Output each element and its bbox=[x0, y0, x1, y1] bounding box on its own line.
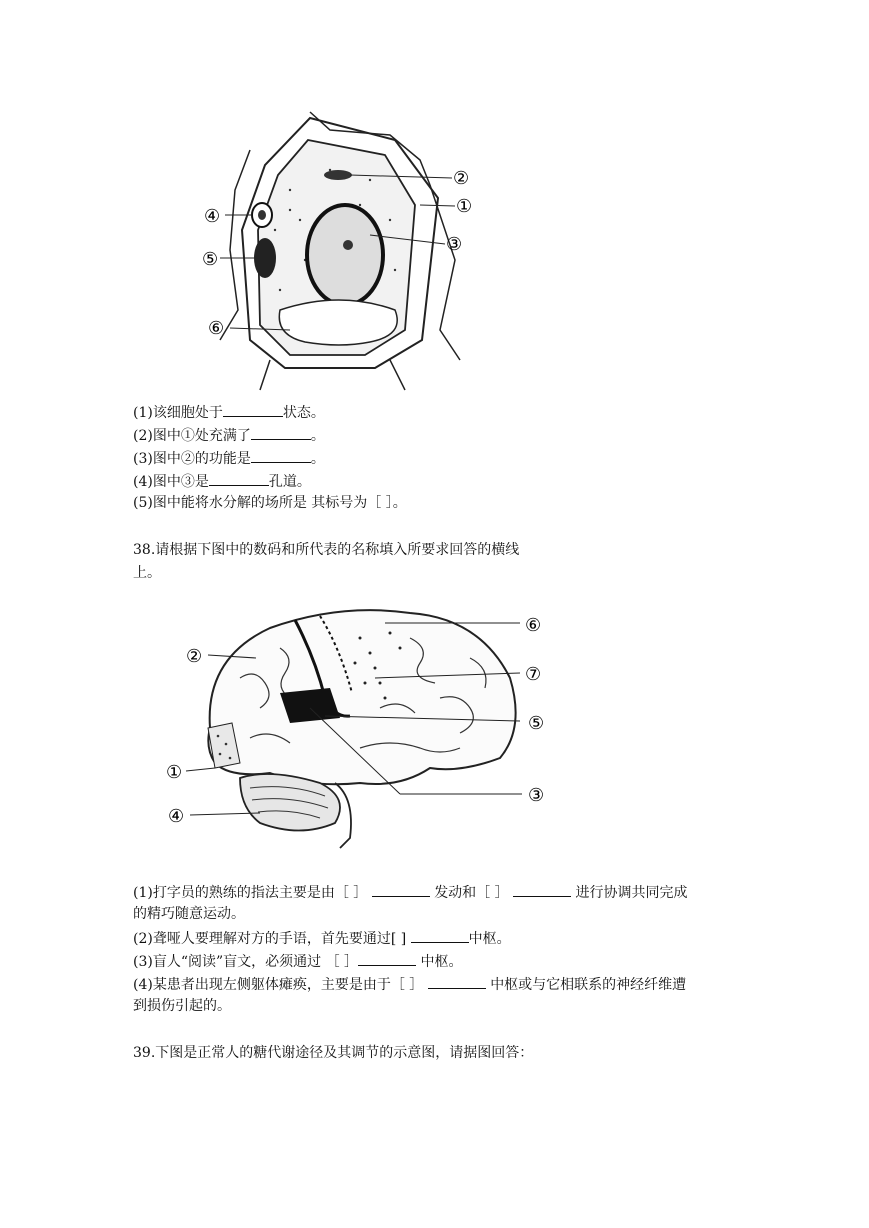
cell-label-4: ④ bbox=[204, 206, 221, 227]
q37-item-1: (1)该细胞处于 状态。 bbox=[133, 402, 325, 422]
cell-label-2: ② bbox=[453, 168, 470, 189]
q38-item-1-cont: 的精巧随意运动。 bbox=[133, 906, 245, 922]
q38-intro-line-2: 上。 bbox=[133, 565, 161, 581]
brain-label-1: ① bbox=[166, 762, 183, 783]
answer-blank[interactable] bbox=[358, 951, 416, 966]
answer-blank[interactable] bbox=[411, 928, 469, 943]
answer-blank[interactable] bbox=[223, 402, 283, 417]
q39-intro: 39.下图是正常人的糖代谢途径及其调节的示意图，请据图回答： bbox=[133, 1045, 534, 1061]
q38-item-2: (2)聋哑人要理解对方的手语，首先要通过[ ] 中枢。 bbox=[133, 928, 511, 948]
brain-label-3: ③ bbox=[528, 785, 545, 806]
q37-item-4: (4)图中③是 孔道。 bbox=[133, 471, 311, 491]
brain-diagram bbox=[160, 598, 560, 860]
answer-blank[interactable] bbox=[209, 471, 269, 486]
q38-item-3: (3)盲人“阅读”盲文，必须通过 ［ ］ 中枢。 bbox=[133, 951, 463, 971]
cell-label-6: ⑥ bbox=[208, 318, 225, 339]
brain-label-5: ⑤ bbox=[528, 713, 545, 734]
plant-cell-diagram bbox=[190, 110, 490, 395]
cell-label-1: ① bbox=[456, 196, 473, 217]
brain-label-7: ⑦ bbox=[525, 664, 542, 685]
answer-blank[interactable] bbox=[251, 448, 311, 463]
brain-label-6: ⑥ bbox=[525, 615, 542, 636]
answer-blank[interactable] bbox=[428, 974, 486, 989]
q37-item-3: (3)图中②的功能是 。 bbox=[133, 448, 325, 468]
answer-blank[interactable] bbox=[251, 425, 311, 440]
q38-item-1: (1)打字员的熟练的指法主要是由［ ］ 发动和［ ］ 进行协调共同完成 bbox=[133, 882, 688, 902]
answer-blank[interactable] bbox=[372, 882, 430, 897]
q38-item-4-cont: 到损伤引起的。 bbox=[133, 998, 231, 1014]
cell-label-5: ⑤ bbox=[202, 249, 219, 270]
q37-item-2: (2)图中①处充满了 。 bbox=[133, 425, 325, 445]
q38-intro-line-1: 38.请根据下图中的数码和所代表的名称填入所要求回答的横线 bbox=[133, 542, 520, 558]
brain-label-2: ② bbox=[186, 646, 203, 667]
brain-label-4: ④ bbox=[168, 806, 185, 827]
q38-item-4: (4)某患者出现左侧躯体瘫痪，主要是由于［ ］ 中枢或与它相联系的神经纤维遭 bbox=[133, 974, 686, 994]
q37-item-5: (5)图中能将水分解的场所是 其标号为［ ］。 bbox=[133, 495, 407, 511]
answer-blank[interactable] bbox=[513, 882, 571, 897]
cell-label-3: ③ bbox=[446, 234, 463, 255]
